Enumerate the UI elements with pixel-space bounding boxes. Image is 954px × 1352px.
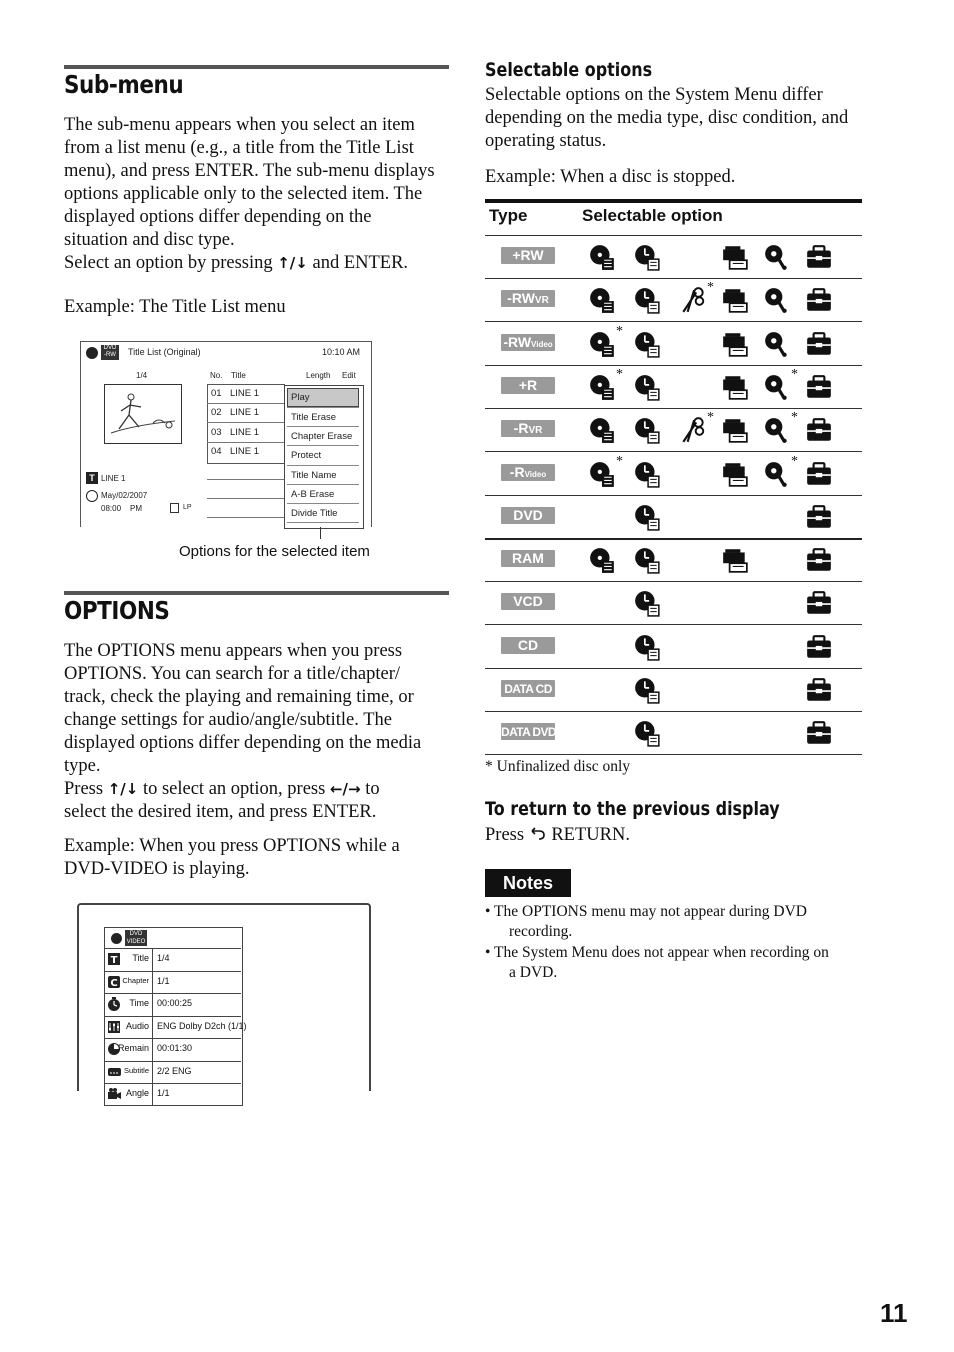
tools-icon <box>805 416 833 444</box>
title-thumbnail <box>104 384 182 444</box>
submenu-example: Example: The Title List menu <box>64 297 286 317</box>
text-line: displayed options differ depending on the media <box>64 733 422 753</box>
text-line: situation and disc type. <box>64 230 235 250</box>
asterisk-mark: * <box>616 323 623 339</box>
media-type-badge: -RWVideo <box>501 334 555 351</box>
option-label: Title <box>132 953 149 963</box>
dubbing-icon <box>721 286 749 314</box>
up-down-arrow-icon: ↑/↓ <box>277 254 308 272</box>
title-icon: T <box>86 472 98 484</box>
timer-icon <box>633 719 661 747</box>
asterisk-mark: * <box>791 453 798 469</box>
option-row-divider <box>104 1016 241 1017</box>
option-row-divider <box>104 948 241 949</box>
option-table-row <box>485 408 862 452</box>
text-fragment: The OPTIONS menu may not appear during DVD <box>494 903 807 920</box>
text-fragment: to <box>365 779 380 799</box>
option-label: Time <box>129 998 149 1008</box>
option-value[interactable]: 00:01:30 <box>157 1043 193 1053</box>
menu-item-title-erase[interactable]: Title Erase <box>291 412 337 423</box>
menu-item-protect[interactable]: Protect <box>291 450 322 461</box>
media-type-badge: RAM <box>501 550 555 567</box>
option-table-row <box>485 625 862 669</box>
text-fragment: RETURN. <box>551 825 630 845</box>
text-line: type. <box>64 756 101 776</box>
row-title[interactable]: LINE 1 <box>230 388 260 399</box>
notes-label: Notes <box>485 869 571 897</box>
info-time: 08:00 <box>101 504 122 513</box>
asterisk-mark: * <box>707 410 714 426</box>
return-icon <box>529 827 547 841</box>
option-table <box>485 199 862 755</box>
title-list-icon <box>588 286 616 314</box>
disc-icon <box>86 347 98 359</box>
return-heading: To return to the previous display <box>485 798 780 820</box>
option-row-divider <box>104 971 241 972</box>
option-table-row <box>485 495 862 540</box>
text-line: displayed options differ depending on the <box>64 207 372 227</box>
text-line: depending on the media type, disc condition, and <box>485 108 849 128</box>
setup-icon <box>763 243 791 271</box>
row-title[interactable]: LINE 1 <box>230 427 260 438</box>
text-line: DVD-VIDEO is playing. <box>64 859 250 879</box>
edit-icon <box>679 286 707 314</box>
media-type-badge: DATA CD <box>501 680 555 697</box>
text-line <box>64 252 454 275</box>
asterisk-mark: * <box>791 410 798 426</box>
return-text <box>485 824 630 847</box>
text-line: The sub-menu appears when you select an item <box>64 115 415 135</box>
text-line: track, check the playing and remaining time, or <box>64 687 414 707</box>
text-line: menu), and press ENTER. The sub-menu displays <box>64 161 435 181</box>
options-heading: OPTIONS <box>64 596 170 625</box>
screen-clock: 10:10 AM <box>322 347 361 357</box>
tools-icon <box>805 460 833 488</box>
dubbing-icon <box>721 373 749 401</box>
section-rule <box>64 65 449 69</box>
option-value[interactable]: 1/4 <box>157 953 170 963</box>
clock-icon <box>86 490 98 502</box>
text-fragment: Press <box>485 825 525 845</box>
page-number: 11 <box>880 1298 908 1328</box>
row-no[interactable]: 02 <box>211 407 222 418</box>
menu-item-chapter-erase[interactable]: Chapter Erase <box>291 431 353 442</box>
text-fragment: The System Menu does not appear when recording on <box>494 944 829 961</box>
tools-icon <box>805 546 833 574</box>
tools-icon <box>805 719 833 747</box>
screen-title: Title List (Original) <box>128 347 201 357</box>
col-type: Type <box>489 206 528 225</box>
setup-icon <box>763 286 791 314</box>
text-fragment: Press <box>64 779 104 799</box>
selectable-body <box>485 84 875 153</box>
info-mode: LP <box>183 504 192 511</box>
option-row-divider <box>104 1061 241 1062</box>
option-label: Chapter <box>122 975 149 985</box>
text-line: from a list menu (e.g., a title from the Title List <box>64 138 414 158</box>
tools-icon <box>805 589 833 617</box>
row-title[interactable]: LINE 1 <box>230 446 260 457</box>
info-date: May/02/2007 <box>101 491 148 500</box>
left-right-arrow-icon: ←/→ <box>329 780 361 798</box>
screen-caption: Options for the selected item <box>179 543 370 560</box>
submenu-heading: Sub-menu <box>64 70 184 99</box>
text-line: options applicable only to the selected item. The <box>64 184 423 204</box>
media-type-badge: DATA DVD <box>501 725 556 740</box>
media-type-badge: DVD <box>501 507 555 524</box>
asterisk-mark: * <box>616 366 623 382</box>
text-line: The OPTIONS menu appears when you press <box>64 641 403 661</box>
note-item: • The System Menu does not appear when recording on a DVD. <box>485 943 882 983</box>
option-label: Remain <box>118 1043 150 1053</box>
options-body <box>64 640 454 824</box>
timer-icon <box>633 633 661 661</box>
timer-icon <box>633 460 661 488</box>
timer-icon <box>633 416 661 444</box>
col-edit: Edit <box>342 371 356 380</box>
note-item: • The OPTIONS menu may not appear during DVD recording. <box>485 902 882 942</box>
option-label: Angle <box>125 1088 149 1098</box>
col-selectable-option: Selectable option <box>582 206 723 225</box>
option-value[interactable]: 1/1 <box>157 1088 170 1098</box>
col-length: Length <box>306 371 331 380</box>
text-fragment: Select an option by pressing <box>64 253 273 273</box>
tools-icon <box>805 676 833 704</box>
row-title[interactable]: LINE 1 <box>230 407 260 418</box>
media-type-badge: +RW <box>501 247 555 264</box>
timer-icon <box>633 330 661 358</box>
timer-icon <box>633 286 661 314</box>
option-row-divider <box>104 1083 241 1084</box>
protect-icon <box>170 503 179 513</box>
option-value[interactable]: 1/1 <box>157 975 170 986</box>
title-list-icon <box>588 330 616 358</box>
title-list-screen <box>80 341 372 527</box>
text-line: Example: When you press OPTIONS while a <box>64 836 400 856</box>
tools-icon <box>805 286 833 314</box>
menu-item-ab-erase[interactable]: A-B Erase <box>291 489 335 500</box>
footnote: * Unfinalized disc only <box>485 758 631 775</box>
option-value[interactable]: 00:00:25 <box>157 998 193 1008</box>
up-down-arrow-icon: ↑/↓ <box>107 780 139 798</box>
title-list-icon <box>588 416 616 444</box>
setup-icon <box>763 373 791 401</box>
text-line: Selectable options on the System Menu differ <box>485 85 823 105</box>
menu-item-play[interactable]: Play <box>291 392 310 403</box>
title-list-icon <box>588 546 616 574</box>
title-list-icon <box>588 373 616 401</box>
tools-icon <box>805 243 833 271</box>
timer-icon <box>633 676 661 704</box>
setup-icon <box>763 416 791 444</box>
media-type-badge: CD <box>501 637 555 654</box>
timer-icon <box>633 243 661 271</box>
info-title: LINE 1 <box>101 474 126 483</box>
media-type-badge: -RVR <box>501 420 555 437</box>
page-indicator: 1/4 <box>136 371 148 380</box>
row-no[interactable]: 04 <box>211 446 222 457</box>
option-table-row <box>485 322 862 366</box>
option-table-row <box>485 538 862 582</box>
media-type-badge: -RWVR <box>501 290 555 307</box>
option-value[interactable]: 2/2 ENG <box>157 1065 192 1076</box>
tools-icon <box>805 373 833 401</box>
tools-icon <box>805 503 833 531</box>
setup-icon <box>763 330 791 358</box>
option-table-row <box>485 365 862 409</box>
option-row-divider <box>104 1038 241 1039</box>
text-fragment: a DVD. <box>509 964 558 981</box>
title-list-icon <box>588 460 616 488</box>
text-line: select the desired item, and press ENTER. <box>64 802 377 822</box>
text-fragment: and ENTER. <box>312 253 409 273</box>
row-no[interactable]: 03 <box>211 427 222 438</box>
dubbing-icon <box>721 546 749 574</box>
dubbing-icon <box>721 243 749 271</box>
svg-text:C: C <box>110 977 118 989</box>
menu-item-title-name[interactable]: Title Name <box>291 470 337 481</box>
selectable-heading: Selectable options <box>485 59 653 81</box>
dvd-video-badge: DVD VIDEO <box>126 931 146 945</box>
media-type-badge: -RVideo <box>501 464 555 481</box>
option-table-row <box>485 668 862 712</box>
col-title: Title <box>231 371 246 380</box>
menu-item-divide-title[interactable]: Divide Title <box>291 508 338 519</box>
option-table-row <box>485 278 862 322</box>
asterisk-mark: * <box>616 453 623 469</box>
option-table-row <box>485 581 862 625</box>
tools-icon <box>805 330 833 358</box>
option-label: Audio <box>125 1020 149 1031</box>
asterisk-mark: * <box>791 366 798 382</box>
option-table-row <box>485 235 862 279</box>
option-value[interactable]: ENG Dolby D2ch (1/1) <box>157 1020 247 1031</box>
setup-icon <box>763 460 791 488</box>
option-label: Subtitle <box>123 1065 149 1075</box>
svg-text:T: T <box>110 955 118 966</box>
disc-icon <box>111 933 122 944</box>
timer-icon <box>633 503 661 531</box>
text-line: OPTIONS. You can search for a title/chapter/ <box>64 664 400 684</box>
dubbing-icon <box>721 330 749 358</box>
option-table-row <box>485 452 862 496</box>
text-fragment: recording. <box>509 923 573 940</box>
asterisk-mark: * <box>707 280 714 296</box>
timer-icon <box>633 546 661 574</box>
row-no[interactable]: 01 <box>211 388 222 399</box>
dubbing-icon <box>721 460 749 488</box>
submenu-body <box>64 114 454 275</box>
media-type-badge: +R <box>501 377 555 394</box>
title-list-icon <box>588 243 616 271</box>
option-row-divider <box>104 993 241 994</box>
timer-icon <box>633 373 661 401</box>
media-type-badge: VCD <box>501 593 555 610</box>
tools-icon <box>805 633 833 661</box>
text-line: change settings for audio/angle/subtitle. The <box>64 710 392 730</box>
info-ampm: PM <box>130 504 142 513</box>
section-rule <box>64 591 449 595</box>
edit-icon <box>679 416 707 444</box>
text-line: operating status. <box>485 131 607 151</box>
text-line <box>64 778 454 801</box>
dvd-rw-badge: DVD -RW <box>101 345 119 360</box>
option-table-row <box>485 711 862 755</box>
options-example <box>64 835 400 881</box>
selectable-example: Example: When a disc is stopped. <box>485 167 736 187</box>
col-no: No. <box>210 371 223 380</box>
caption-leader <box>320 527 321 539</box>
text-fragment: to select an option, press <box>142 779 326 799</box>
dubbing-icon <box>721 416 749 444</box>
timer-icon <box>633 589 661 617</box>
option-column-divider <box>152 948 153 1105</box>
